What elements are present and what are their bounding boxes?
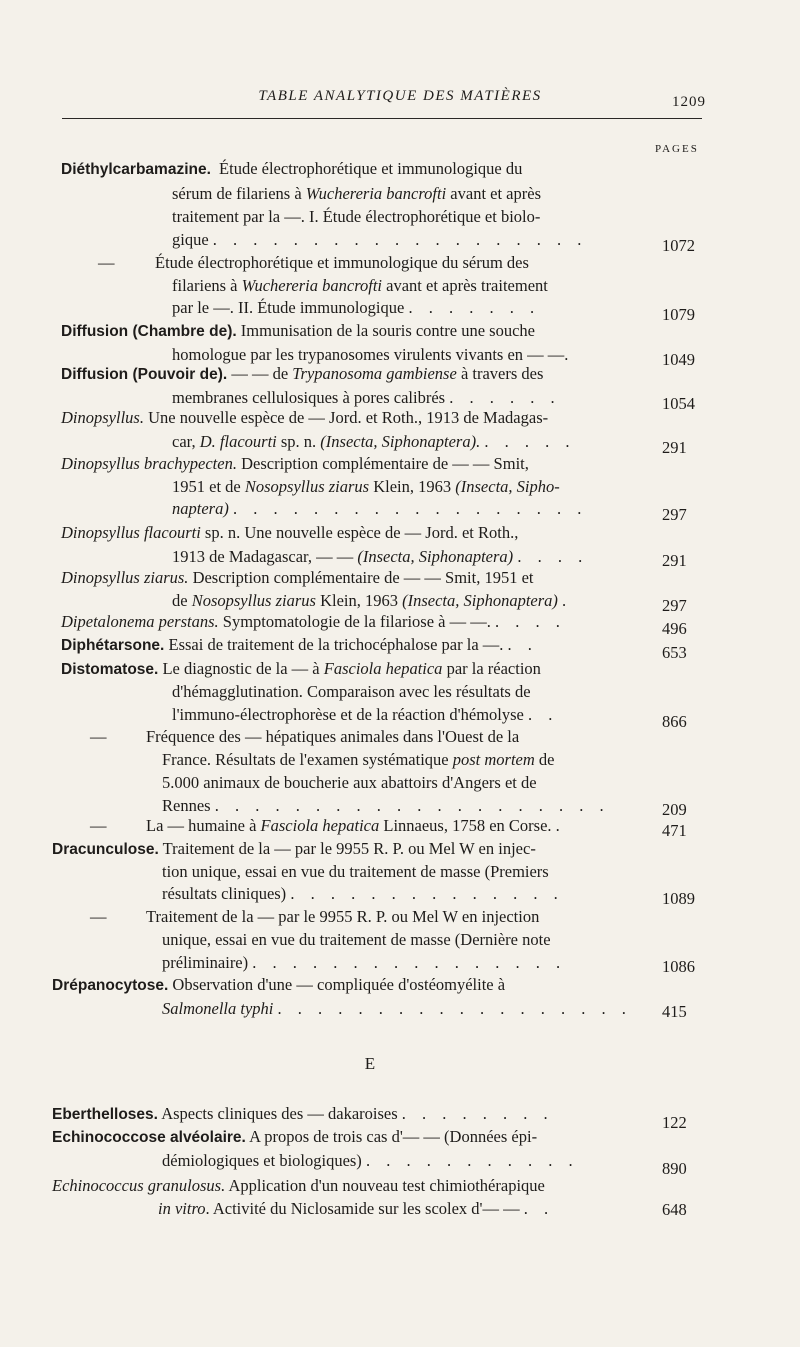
entry-text: Essai de traitement de la trichocéphalose par la —. [168,635,504,654]
entry-text: — — de [231,364,293,383]
taxon-order: (Insecta, Sipho- [455,477,560,496]
page-ref: 471 [662,821,687,840]
taxon-order: (Insecta, Siphonaptera) [402,591,558,610]
taxon-name: Fasciola hepatica [323,659,443,678]
entry-text: démiologiques et biologiques) [162,1151,362,1170]
entry-text: par le —. II. Étude immunologique [172,298,405,317]
taxon-name: Trypanosoma gambiense [292,364,457,383]
leader-dots: . . . . . . . . . . . . . . . . . . . . [214,796,610,815]
entry-text: Étude électrophorétique et immunologique du [219,159,523,178]
taxon-name: Fasciola hepatica [260,816,380,835]
leader-dots: . . . . . . . . . . . . . . . . [252,953,567,972]
entry-text: La — humaine à [146,816,261,835]
entry-heading: Dipetalonema perstans. [61,612,219,631]
page-ref: 291 [662,438,687,457]
entry-text: filariens à [172,276,242,295]
entry-text: préliminaire) [162,953,249,972]
header-rule [62,118,702,119]
entry-text: à travers des [456,364,544,383]
entry-text: Aspects cliniques des — dakaroises [161,1104,398,1123]
entry-text: Fréquence des — hépatiques animales dans l'Ouest de la [146,727,520,746]
entry-text: . Activité du Niclosamide sur les scolex d'— — [205,1199,520,1218]
running-head: TABLE ANALYTIQUE DES MATIÈRES [258,88,542,104]
entry-text: Immunisation de la souris contre une souche [240,321,535,340]
entry-text: Application d'un nouveau test chimiothérapique [228,1176,545,1195]
entry-text: Le diagnostic de la — à [162,659,324,678]
leader-dots: . . . . [517,547,589,566]
leader-dots: . . [527,705,559,724]
entry-text: Description complémentaire de — — Smit, 1951 et [192,568,534,587]
entry-text: de [534,750,555,769]
entry-text: Rennes [162,796,211,815]
leader-dots: . [555,816,566,835]
leader-dots: . . [507,635,538,654]
leader-dots: . . . . . . . . . . . . . . [290,884,564,903]
entry-text: Une nouvelle espèce de — Jord. et Roth., 1913 de Madagas- [148,408,549,427]
taxon-name: Nosopsyllus ziarus [191,591,316,610]
taxon-name: Salmonella typhi [162,999,274,1018]
entry-heading: Diffusion (Pouvoir de). [61,366,228,383]
page-ref: 496 [662,619,687,638]
entry-heading: Dracunculose. [52,841,159,858]
entry-heading: Echinococcus granulosus. [52,1176,226,1195]
entry-text: car, [172,432,200,451]
entry-text: Description complémentaire de — — Smit, [241,454,529,473]
leader-dots: . . . . . . [449,388,561,407]
entry-text: Symptomatologie de la filariose à — —. [222,612,491,631]
entry-text: Traitement de la — par le 9955 R. P. ou Mel W en injec- [162,839,536,858]
entry-text: d'hémagglutination. Comparaison avec les résultats de [172,682,531,701]
repeat-dash: — [90,727,107,746]
entry-text: Traitement de la — par le 9955 R. P. ou Mel W en injection [146,907,540,926]
entry-text: avant et après [446,184,541,203]
entry-text: sérum de filariens à [172,184,306,203]
page-ref: 209 [662,800,687,819]
page-ref: 297 [662,596,687,615]
taxon-order: (Insecta, Siphonaptera). [320,432,481,451]
entry-text: Klein, 1963 [315,591,403,610]
emphasis: post mortem [452,750,535,769]
leader-dots: . . . . [494,612,566,631]
taxon-order: (Insecta, Siphonaptera) [357,547,514,566]
entry-text: A propos de trois cas d'— — (Données épi- [249,1127,538,1146]
entry-text: Linnaeus, 1758 en Corse. [379,816,552,835]
entry-text: par la réaction [442,659,541,678]
entry-text: membranes cellulosiques à pores calibrés [172,388,446,407]
page-ref: 1072 [662,236,695,255]
page-ref: 415 [662,1002,687,1021]
entry-text: France. Résultats de l'examen systématique [162,750,453,769]
entry-text: tion unique, essai en vue du traitement de masse (Premiers [162,862,549,881]
leader-dots: . . . . . . . . [401,1104,554,1123]
page-ref: 1086 [662,957,695,976]
entry-heading: Dinopsyllus. [61,408,144,427]
entry-heading: Echinococcose alvéolaire. [52,1129,246,1146]
taxon-name: Nosopsyllus ziarus [244,477,370,496]
leader-dots: . . . . . . . . . . . . . . . . . . [277,999,632,1018]
entry-heading: Dinopsyllus brachypecten. [61,454,237,473]
leader-dots: . . . . . . . [408,298,541,317]
entry-text: sp. n. [276,432,321,451]
page-ref: 1054 [662,394,695,413]
entry-text: 1913 de Madagascar, — — [172,547,358,566]
entry-text: 1951 et de [172,477,245,496]
entry-heading: Eberthelloses. [52,1106,158,1123]
page-ref: 866 [662,712,687,731]
entry-text: Observation d'une — compliquée d'ostéomyélite à [172,975,506,994]
entry-heading: Dinopsyllus flacourti [61,523,201,542]
entry-text: de [172,591,192,610]
page-ref: 653 [662,643,687,662]
page-ref: 648 [662,1200,687,1219]
page-ref: 890 [662,1159,687,1178]
entry-text: avant et après traitement [382,276,548,295]
entry-heading: Diéthylcarbamazine. [61,161,211,178]
entry-text: l'immuno-électrophorèse et de la réaction d'hémolyse [172,705,524,724]
leader-dots: . . . . . . . . . . . . . . . . . . [232,499,588,518]
taxon-name: D. flacourti [199,432,277,451]
entry-text: traitement par la —. I. Étude électrophorétique et biolo- [172,207,541,226]
page-ref: 1089 [662,889,695,908]
entry-heading: Distomatose. [61,661,159,678]
entry-text: unique, essai en vue du traitement de masse (Dernière note [162,930,551,949]
entry-heading: Dinopsyllus ziarus. [61,568,189,587]
entry-text: gique [172,230,209,249]
entry-text: 5.000 animaux de boucherie aux abattoirs d'Angers et de [162,773,537,792]
entry-text: Klein, 1963 [369,477,456,496]
emphasis: in vitro [158,1199,206,1218]
section-letter: E [364,1054,376,1073]
leader-dots: . . [523,1199,555,1218]
page-ref: 291 [662,551,687,570]
entry-heading: Drépanocytose. [52,977,169,994]
entry-text: sp. n. Une nouvelle espèce de — Jord. et Roth., [200,523,519,542]
taxon-order: naptera) [172,499,229,518]
repeat-dash: — [90,816,107,835]
folio: 1209 [672,94,706,110]
leader-dots: . [562,591,573,610]
taxon-name: Wuchereria bancrofti [305,184,447,203]
entry-text: homologue par les trypanosomes virulents vivants en — —. [172,345,569,364]
entry-text: résultats cliniques) [162,884,287,903]
page-ref: 1049 [662,350,695,369]
repeat-dash: — [90,907,107,926]
pages-column-label: PAGES [655,143,699,155]
entry-heading: Diffusion (Chambre de). [61,323,237,340]
leader-dots: . . . . . [484,432,576,451]
taxon-name: Wuchereria bancrofti [241,276,383,295]
leader-dots: . . . . . . . . . . . . . . . . . . . [212,230,588,249]
entry-heading: Diphétarsone. [61,637,165,654]
repeat-dash: — [98,253,115,272]
page-ref: 1079 [662,305,695,324]
page-ref: 297 [662,505,687,524]
page-ref: 122 [662,1113,687,1132]
leader-dots: . . . . . . . . . . . [365,1151,579,1170]
entry-text: Étude électrophorétique et immunologique du sérum des [155,253,529,272]
